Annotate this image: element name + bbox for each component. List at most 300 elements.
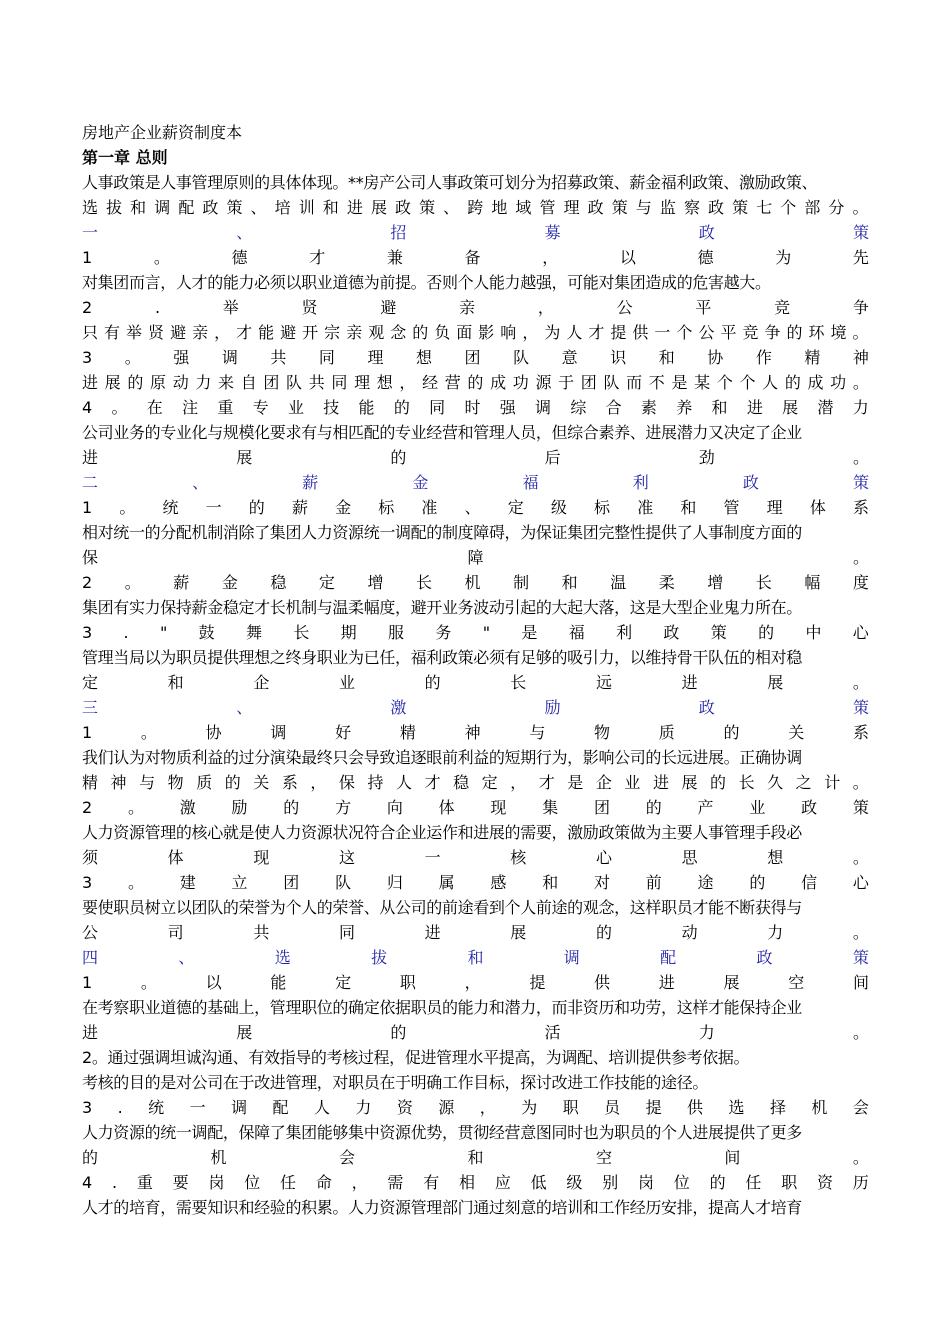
line-glyph: 2 — [82, 298, 93, 317]
line-glyph: 和 — [680, 498, 697, 517]
line-glyph: 的 — [758, 623, 775, 642]
line-glyph: 统 — [162, 498, 179, 517]
line-glyph: 募 — [544, 223, 561, 242]
document-body — [82, 170, 869, 1220]
line-glyph: 。 — [124, 573, 141, 592]
line-glyph: 须 — [82, 848, 99, 867]
paragraph-line: 对集团而言，人才的能力必须以职业道德为前提。否则个人能力越强，可能对集团造成的危害越大。 — [82, 273, 771, 292]
line-glyph: 调 — [221, 348, 238, 367]
line-glyph: 物 — [167, 773, 184, 792]
line-glyph: 任 — [280, 1173, 297, 1192]
paragraph-line: 集团有实力保持薪金稳定才长机制与温柔幅度，避开业务波动引起的大起大落，这是大型企业鬼力所在。 — [82, 598, 802, 617]
line-glyph: 1 — [82, 973, 93, 992]
line-glyph: 空 — [595, 1148, 612, 1167]
paragraph-line — [82, 570, 869, 595]
line-glyph: 个 — [676, 323, 693, 342]
line-glyph: 同 — [331, 373, 348, 392]
line-glyph: 有 — [423, 1173, 440, 1192]
line-glyph: 计 — [824, 773, 841, 792]
line-glyph: 4 — [82, 398, 93, 417]
line-glyph: 资 — [396, 1098, 413, 1117]
line-glyph: 七 — [756, 198, 773, 217]
paragraph-line — [82, 970, 869, 995]
line-glyph: ， — [214, 323, 231, 342]
line-glyph: 调 — [231, 1098, 248, 1117]
line-glyph: 4 — [82, 1173, 93, 1192]
line-glyph: 3 — [82, 1098, 93, 1117]
line-glyph: 和 — [322, 198, 339, 217]
line-glyph: 人 — [396, 773, 413, 792]
line-glyph: 。 — [852, 373, 869, 392]
line-glyph: 心 — [852, 873, 869, 892]
line-glyph: 人 — [762, 373, 779, 392]
line-glyph: 个 — [716, 373, 733, 392]
line-glyph: 3 — [82, 873, 93, 892]
line-glyph: 的 — [82, 1148, 99, 1167]
line-glyph: 而 — [626, 373, 643, 392]
line-glyph: 亲 — [192, 323, 209, 342]
line-glyph: 展 — [767, 673, 784, 692]
line-glyph: 物 — [594, 723, 611, 742]
line-glyph: 以 — [205, 973, 222, 992]
line-glyph: 团 — [464, 348, 481, 367]
line-glyph: 柔 — [658, 573, 675, 592]
line-glyph: 潜 — [817, 398, 834, 417]
line-glyph: 调 — [563, 948, 580, 967]
line-glyph: 。 — [852, 1023, 869, 1042]
line-glyph: 。 — [140, 973, 157, 992]
line-glyph: 的 — [390, 1023, 407, 1042]
line-glyph: 。 — [140, 723, 157, 742]
line-glyph: . — [117, 1098, 123, 1117]
line-glyph: 。 — [111, 398, 128, 417]
line-glyph: 选 — [82, 198, 99, 217]
line-glyph: 保 — [338, 773, 355, 792]
line-glyph: 选 — [728, 1098, 745, 1117]
line-glyph: 影 — [478, 323, 495, 342]
line-glyph: 、 — [178, 948, 195, 967]
paragraph-line: 人才的培育，需要知识和经验的积累。人力资源管理部门通过刻意的培训和工作经历安排，提高人才培育 — [82, 1198, 802, 1217]
line-glyph: 为 — [775, 248, 792, 267]
line-glyph: 择 — [769, 1098, 786, 1117]
line-glyph: 才 — [309, 248, 326, 267]
line-glyph: 1 — [82, 498, 93, 517]
line-glyph: 对 — [593, 873, 610, 892]
line-glyph: 境 — [830, 323, 847, 342]
line-glyph: . — [111, 1173, 118, 1192]
line-glyph: 是 — [671, 373, 688, 392]
line-glyph: 3 — [82, 348, 93, 367]
line-glyph: 部 — [804, 198, 821, 217]
line-glyph: 。 — [852, 323, 869, 342]
line-glyph: 的 — [786, 323, 803, 342]
line-glyph: 级 — [566, 1173, 583, 1192]
line-glyph: 的 — [784, 373, 801, 392]
line-glyph: 中 — [805, 623, 822, 642]
line-glyph: 面 — [456, 323, 473, 342]
line-glyph: 。 — [852, 773, 869, 792]
line-glyph: 调 — [270, 723, 287, 742]
line-glyph: . — [123, 623, 129, 642]
line-glyph: 进 — [746, 398, 763, 417]
line-glyph: 进 — [82, 1023, 99, 1042]
line-glyph: 机 — [210, 1148, 227, 1167]
line-glyph: 会 — [338, 1148, 355, 1167]
line-glyph: 一 — [82, 223, 99, 242]
line-glyph: 协 — [707, 348, 724, 367]
line-glyph: 与 — [139, 773, 156, 792]
line-glyph: ， — [510, 773, 527, 792]
paragraph-line: 我们认为对物质利益的过分演染最终只会导致追逐眼前利益的短期行为，影响公司的长远进展。正确协调 — [82, 748, 802, 767]
line-glyph: 业 — [338, 673, 355, 692]
line-glyph: 共 — [308, 373, 325, 392]
line-glyph: 和 — [467, 1148, 484, 1167]
line-glyph: 不 — [648, 373, 665, 392]
line-glyph: 定 — [318, 573, 335, 592]
line-glyph: 要 — [172, 1173, 189, 1192]
line-glyph: 幅 — [804, 573, 821, 592]
line-glyph: 人 — [313, 1098, 330, 1117]
line-glyph: 远 — [595, 673, 612, 692]
paragraph-line — [82, 445, 869, 470]
line-glyph: ， — [537, 298, 554, 317]
line-glyph: 德 — [231, 248, 248, 267]
line-glyph: 管 — [539, 198, 556, 217]
line-glyph: 位 — [673, 1173, 690, 1192]
line-glyph: 业 — [624, 773, 641, 792]
line-glyph: 位 — [244, 1173, 261, 1192]
line-glyph: 的 — [390, 448, 407, 467]
line-glyph: 质 — [196, 773, 213, 792]
line-glyph: 体 — [809, 498, 826, 517]
line-glyph: 监 — [659, 198, 676, 217]
line-glyph: 平 — [695, 298, 712, 317]
line-glyph: 提 — [529, 973, 546, 992]
line-glyph: 避 — [170, 323, 187, 342]
line-glyph: 方 — [335, 798, 352, 817]
line-glyph: 是 — [521, 623, 538, 642]
line-glyph: 系 — [852, 723, 869, 742]
line-glyph: ， — [310, 773, 327, 792]
line-glyph: 企 — [253, 673, 270, 692]
line-glyph: 政 — [708, 198, 725, 217]
line-glyph: ， — [522, 323, 539, 342]
line-glyph: 向 — [386, 798, 403, 817]
line-glyph: 四 — [82, 948, 99, 967]
paragraph-line: 考核的目的是对公司在于改进管理，对职员在于明确工作目标，探讨改进工作技能的途径。 — [82, 1073, 709, 1092]
line-glyph: 的 — [412, 323, 429, 342]
line-glyph: 提 — [645, 1098, 662, 1117]
line-glyph: 的 — [709, 1173, 726, 1192]
line-glyph: 能 — [270, 973, 287, 992]
line-glyph: 福 — [522, 473, 539, 492]
line-glyph: 举 — [222, 298, 239, 317]
line-glyph: 备 — [464, 248, 481, 267]
line-glyph: 共 — [270, 348, 287, 367]
line-glyph: 机 — [464, 573, 481, 592]
line-glyph: 历 — [852, 1173, 869, 1192]
line-glyph: 政 — [756, 948, 773, 967]
line-glyph: 成 — [490, 373, 507, 392]
line-glyph: 才 — [424, 773, 441, 792]
line-glyph: 增 — [707, 573, 724, 592]
line-glyph: " — [159, 623, 168, 642]
paragraph-line — [82, 845, 869, 870]
line-glyph: 精 — [399, 723, 416, 742]
line-glyph: 需 — [387, 1173, 404, 1192]
line-glyph: 的 — [283, 798, 300, 817]
line-glyph: 和 — [130, 198, 147, 217]
line-glyph: 政 — [663, 623, 680, 642]
line-glyph: 。 — [124, 348, 141, 367]
line-glyph: 好 — [335, 723, 352, 742]
line-glyph: 想 — [767, 848, 784, 867]
line-glyph: 策 — [732, 198, 749, 217]
paragraph-line: 要使职员树立以团队的荣誉为个人的荣誉、从公司的前途看到个人前途的观念，这样职员才能不断获得与 — [82, 898, 802, 917]
line-glyph: 一 — [205, 498, 222, 517]
line-glyph: 的 — [248, 498, 265, 517]
line-glyph: 思 — [681, 848, 698, 867]
line-glyph: 三 — [82, 698, 99, 717]
line-glyph: 。 — [852, 448, 869, 467]
line-glyph: 低 — [530, 1173, 547, 1192]
line-glyph: 供 — [632, 323, 649, 342]
line-glyph: 长 — [738, 773, 755, 792]
line-glyph: 平 — [720, 323, 737, 342]
line-glyph: 策 — [852, 798, 869, 817]
line-glyph: 争 — [764, 323, 781, 342]
line-glyph: 建 — [179, 873, 196, 892]
line-glyph: ， — [479, 1098, 496, 1117]
paragraph-line — [82, 395, 869, 420]
line-glyph: 同 — [338, 923, 355, 942]
line-glyph: 途 — [697, 873, 714, 892]
line-glyph: 2 — [82, 573, 93, 592]
line-glyph: 进 — [658, 973, 675, 992]
line-glyph: 经 — [422, 373, 439, 392]
line-glyph: 体 — [438, 798, 455, 817]
paragraph-line: 在考察职业道德的基础上，管理职位的确定依据职员的能力和潜力，而非资历和功劳，这样才能保持企业 — [82, 998, 802, 1017]
line-glyph: 的 — [710, 773, 727, 792]
paragraph-line: 人事政策是人事管理原则的具体体现。**房产公司人事政策可划分为招募政策、薪金福利政策、激励政策、 — [82, 173, 818, 192]
line-glyph: 和 — [561, 573, 578, 592]
line-glyph: 前 — [645, 873, 662, 892]
line-glyph: 调 — [535, 398, 552, 417]
line-glyph: 定 — [481, 773, 498, 792]
line-glyph: 一 — [654, 323, 671, 342]
line-glyph: 。 — [852, 1148, 869, 1167]
line-glyph: 来 — [218, 373, 235, 392]
line-glyph: 服 — [388, 623, 405, 642]
line-glyph: 个 — [739, 373, 756, 392]
line-glyph: 神 — [852, 348, 869, 367]
line-glyph: 质 — [658, 723, 675, 742]
line-glyph: 协 — [205, 723, 222, 742]
paragraph-line — [82, 1020, 869, 1045]
line-glyph: 展 — [723, 973, 740, 992]
line-glyph: 定 — [335, 973, 352, 992]
line-glyph: 队 — [335, 873, 352, 892]
line-glyph: 的 — [393, 398, 410, 417]
line-glyph: 策 — [226, 198, 243, 217]
line-glyph: 长 — [293, 623, 310, 642]
line-glyph: 、 — [236, 698, 253, 717]
line-glyph: 。 — [119, 498, 136, 517]
line-glyph: 的 — [127, 373, 144, 392]
line-glyph: 开 — [302, 323, 319, 342]
line-glyph: 会 — [852, 1098, 869, 1117]
line-glyph: 作 — [755, 348, 772, 367]
line-glyph: 理 — [367, 348, 384, 367]
line-glyph: 。 — [153, 248, 170, 267]
line-glyph: 度 — [852, 573, 869, 592]
line-glyph: 进 — [82, 373, 99, 392]
chapter-heading: 第一章 总则 — [82, 148, 168, 167]
line-glyph: 进 — [346, 198, 363, 217]
line-glyph: 的 — [467, 373, 484, 392]
line-glyph: 机 — [811, 1098, 828, 1117]
line-glyph: 展 — [370, 198, 387, 217]
line-glyph: 配 — [660, 948, 677, 967]
line-glyph: ， — [351, 1173, 368, 1192]
line-glyph: 策 — [852, 223, 869, 242]
line-glyph: 归 — [386, 873, 403, 892]
line-glyph: 应 — [494, 1173, 511, 1192]
line-glyph: 力 — [195, 373, 212, 392]
line-glyph: 之 — [795, 773, 812, 792]
line-glyph: 任 — [745, 1173, 762, 1192]
paragraph-line — [82, 620, 869, 645]
line-glyph: 宗 — [324, 323, 341, 342]
line-glyph: 和 — [167, 673, 184, 692]
line-glyph: 避 — [280, 323, 297, 342]
line-glyph: 关 — [788, 723, 805, 742]
line-glyph: 的 — [224, 773, 241, 792]
paragraph-line — [82, 920, 869, 945]
paragraph-line — [82, 245, 869, 270]
paragraph-line: 人力资源的统一调配，保障了集团能够集中资源优势，贯彻经营意图同时也为职员的个人进展提供了更多 — [82, 1123, 802, 1142]
line-glyph: 岗 — [638, 1173, 655, 1192]
line-glyph: 养 — [676, 398, 693, 417]
line-glyph: 响 — [500, 323, 517, 342]
paragraph-line — [82, 495, 869, 520]
line-glyph: 。 — [127, 873, 144, 892]
line-glyph: 政 — [742, 473, 759, 492]
line-glyph: 提 — [610, 323, 627, 342]
line-glyph: 励 — [231, 798, 248, 817]
line-glyph: 长 — [510, 673, 527, 692]
line-glyph: 体 — [167, 848, 184, 867]
line-glyph: 策 — [852, 698, 869, 717]
paragraph-line — [82, 1095, 869, 1120]
line-glyph: 动 — [172, 373, 189, 392]
document-page — [82, 120, 869, 1220]
line-glyph: 素 — [640, 398, 657, 417]
paragraph-line — [82, 795, 869, 820]
line-glyph: 久 — [767, 773, 784, 792]
line-glyph: 合 — [605, 398, 622, 417]
line-glyph: 域 — [515, 198, 532, 217]
line-glyph: 兼 — [386, 248, 403, 267]
line-glyph: 稳 — [270, 573, 287, 592]
line-glyph: 策 — [611, 198, 628, 217]
paragraph-line — [82, 195, 869, 220]
line-glyph: 务 — [435, 623, 452, 642]
line-glyph: 招 — [390, 223, 407, 242]
line-glyph: 、 — [464, 498, 481, 517]
line-glyph: 才 — [588, 323, 605, 342]
line-glyph: 是 — [567, 773, 584, 792]
line-glyph: 、 — [443, 198, 460, 217]
paragraph-line — [82, 370, 869, 395]
line-glyph: 岗 — [208, 1173, 225, 1192]
line-glyph: 力 — [698, 1023, 715, 1042]
line-glyph: 理 — [354, 373, 371, 392]
line-glyph: 舞 — [245, 623, 262, 642]
line-glyph: 力 — [852, 398, 869, 417]
line-glyph: 争 — [852, 298, 869, 317]
paragraph-line — [82, 720, 869, 745]
line-glyph: 空 — [788, 973, 805, 992]
line-glyph: 利 — [616, 623, 633, 642]
line-glyph: 理 — [766, 498, 783, 517]
line-glyph: 鼓 — [198, 623, 215, 642]
line-glyph: 环 — [808, 323, 825, 342]
line-glyph: 训 — [298, 198, 315, 217]
line-glyph: 精 — [804, 348, 821, 367]
line-glyph: 间 — [852, 973, 869, 992]
line-glyph: 劲 — [698, 448, 715, 467]
line-glyph: 技 — [323, 398, 340, 417]
line-glyph: 、 — [192, 473, 209, 492]
line-glyph: 贤 — [148, 323, 165, 342]
line-glyph: 原 — [150, 373, 167, 392]
line-glyph: 薪 — [302, 473, 319, 492]
line-glyph: 制 — [513, 573, 530, 592]
line-glyph: 地 — [491, 198, 508, 217]
line-glyph: 利 — [632, 473, 649, 492]
line-glyph: 展 — [782, 398, 799, 417]
line-glyph: 政 — [395, 198, 412, 217]
line-glyph: 为 — [544, 323, 561, 342]
paragraph-line — [82, 770, 869, 795]
line-glyph: 公 — [82, 923, 99, 942]
line-glyph: 成 — [807, 373, 824, 392]
line-glyph: 团 — [593, 798, 610, 817]
line-glyph: 统 — [148, 1098, 165, 1117]
line-glyph: ， — [464, 973, 481, 992]
line-glyph: 与 — [529, 723, 546, 742]
line-glyph: 策 — [419, 198, 436, 217]
line-glyph: 1 — [82, 723, 93, 742]
line-glyph: 保 — [82, 548, 99, 567]
line-glyph: 相 — [459, 1173, 476, 1192]
line-glyph: 二 — [82, 473, 99, 492]
line-glyph: 别 — [602, 1173, 619, 1192]
line-glyph: 。 — [852, 198, 869, 217]
line-glyph: ， — [542, 248, 559, 267]
line-glyph: 策 — [852, 948, 869, 967]
line-glyph: 德 — [697, 248, 714, 267]
line-glyph: 供 — [594, 973, 611, 992]
line-glyph: 展 — [104, 373, 121, 392]
section-heading — [82, 945, 869, 970]
line-glyph: 跨 — [467, 198, 484, 217]
line-glyph: 察 — [683, 198, 700, 217]
line-glyph: 。 — [852, 923, 869, 942]
paragraph-line — [82, 320, 869, 345]
line-glyph: 共 — [253, 923, 270, 942]
